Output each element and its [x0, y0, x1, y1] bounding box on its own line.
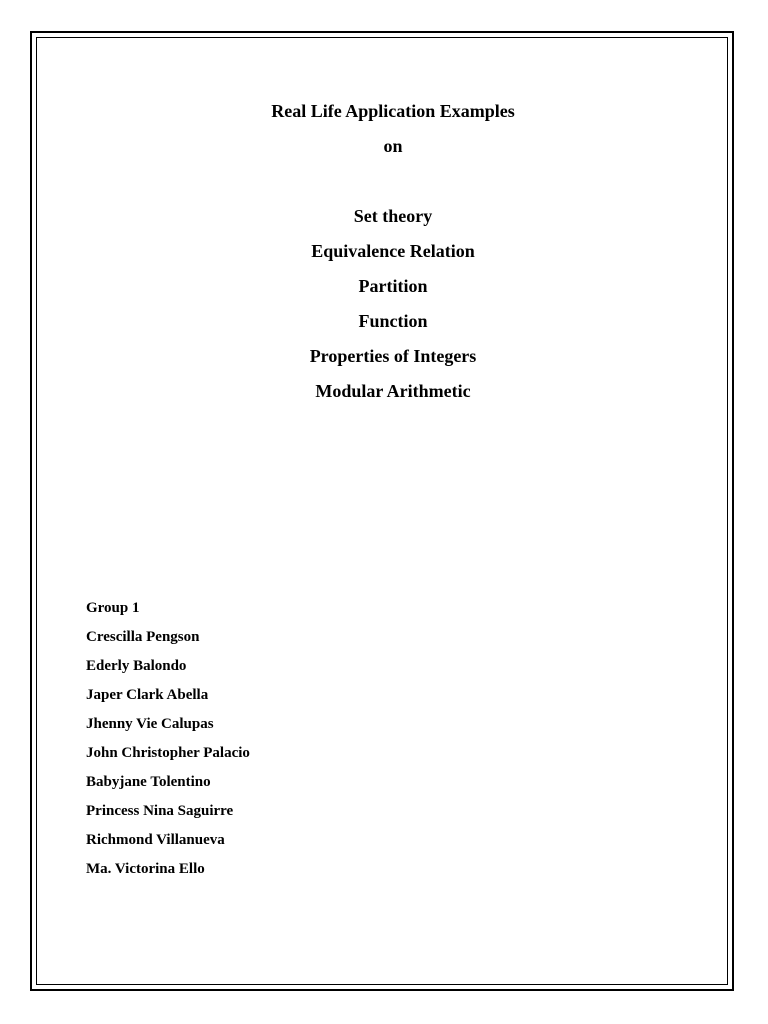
- member-name: John Christopher Palacio: [86, 745, 250, 761]
- topic-item: Modular Arithmetic: [315, 381, 471, 401]
- member-name: Richmond Villanueva: [86, 832, 225, 848]
- member-name: Ederly Balondo: [86, 658, 187, 674]
- title-spacer: [0, 164, 768, 199]
- member-name: Jhenny Vie Calupas: [86, 716, 214, 732]
- topic-item: Function: [358, 311, 428, 331]
- document-title: Real Life Application Examples: [271, 101, 515, 121]
- topic-item: Partition: [358, 276, 428, 296]
- member-name: Princess Nina Saguirre: [86, 803, 234, 819]
- topic-item: Properties of Integers: [309, 346, 477, 366]
- group-label: Group 1: [86, 600, 140, 616]
- member-name: Ma. Victorina Ello: [86, 861, 205, 877]
- member-name: Babyjane Tolentino: [86, 774, 211, 790]
- topic-item: Set theory: [353, 206, 433, 226]
- document-title-connector: on: [383, 136, 403, 156]
- topic-item: Equivalence Relation: [311, 241, 475, 261]
- group-members-block: [86, 594, 486, 884]
- member-name: Crescilla Pengson: [86, 629, 200, 645]
- title-block: [0, 94, 768, 409]
- member-name: Japer Clark Abella: [86, 687, 209, 703]
